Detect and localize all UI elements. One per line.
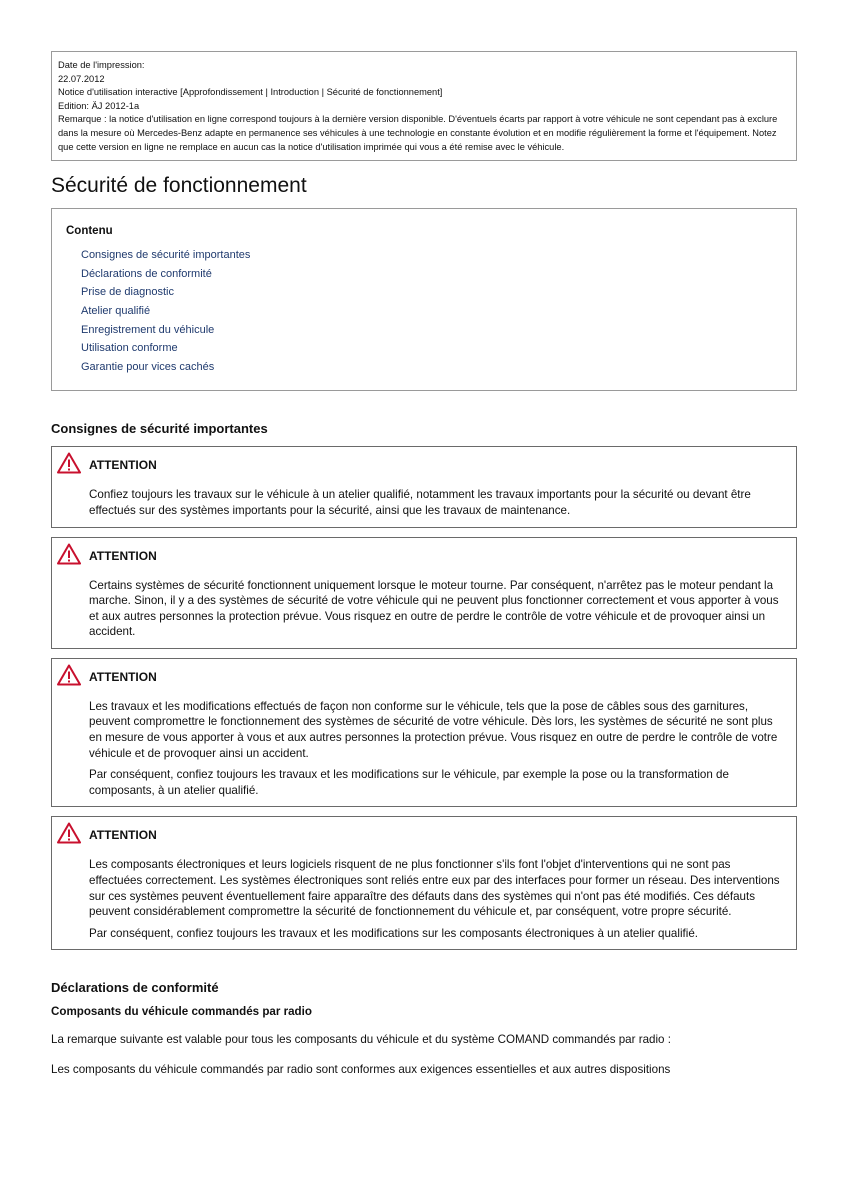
toc-item [81, 339, 782, 358]
toc-item [81, 302, 782, 321]
toc-item [81, 321, 782, 340]
warning-text: Les travaux et les modifications effectués de façon non conforme sur le véhicule, tels que la pose de câbles sous des garnitures, peuvent compromettre le fonctionnement des systèmes de sécurité de votre véhicule. Dès lors, les systèmes de sécurité ne sont plus en mesure de vous apporter à vous et aux autres personnes la protection prévue. Vous risquez en outre de perdre le contrôle de votre véhicule et de provoquer ainsi un accident. [89, 699, 778, 760]
print-date-label: Date de l'impression: [58, 60, 145, 70]
warning-text: Les composants électroniques et leurs logiciels risquent de ne plus fonctionner s'ils font l'objet d'interventions qui ne sont pas effectuées correctement. Les systèmes électroniques sont reliés entre eux par des interfaces pour former un réseau. Des interventions sur ces systèmes peuvent éventuellement faire apparaître des défauts dans des systèmes qui n'ont pas été modifiés. Ces défauts peuvent considérablement compromettre la sécurité de fonctionnement du véhicule et, par conséquent, votre propre sécurité. [89, 858, 780, 919]
body-paragraph: Les composants du véhicule commandés par radio sont conformes aux exigences essentielles et aux autres dispositions [51, 1063, 671, 1076]
warning-text: Par conséquent, confiez toujours les travaux et les modifications sur le véhicule, par exemple la pose ou la transformation de composants, à un atelier qualifié. [89, 768, 729, 797]
print-info-box [51, 51, 797, 161]
warning-label: ATTENTION [89, 458, 157, 473]
notice-path: Notice d'utilisation interactive [Approfondissement | Introduction | Sécurité de fonctionnement] [58, 87, 443, 98]
toc-item [81, 246, 782, 265]
section-heading-declarations: Déclarations de conformité [51, 980, 219, 996]
warning-label: ATTENTION [89, 669, 157, 684]
toc-link-utilisation[interactable]: Utilisation conforme [81, 342, 178, 355]
toc-link-diagnostic[interactable]: Prise de diagnostic [81, 286, 174, 299]
warning-box [51, 446, 797, 527]
edition: Edition: ÄJ 2012-1a [58, 100, 140, 111]
toc-item [81, 283, 782, 302]
warning-box [51, 658, 797, 808]
warning-triangle-icon [57, 452, 81, 474]
toc-list [66, 246, 782, 376]
print-date: 22.07.2012 [58, 73, 105, 84]
warning-box [51, 816, 797, 950]
warning-text: Confiez toujours les travaux sur le véhicule à un atelier qualifié, notamment les travaux importants pour la sécurité ou devant être effectués sur des systèmes importants pour la sécurité, ainsi que les travaux de maintenance. [89, 488, 751, 517]
remark: Remarque : la notice d'utilisation en ligne correspond toujours à la dernière version disponible. D'éventuels écarts par rapport à votre véhicule ne sont cependant pas à exclure dans la mesure où Mercedes-Benz adapte en permanence ses véhicules à une technologie en constante évolution et en modifie régulièrement la forme et l'équipement. Notez que cette version en ligne ne remplace en aucun cas la notice d'utilisation imprimée qui vous a été remise avec le véhicule. [58, 114, 778, 152]
toc-link-consignes[interactable]: Consignes de sécurité importantes [81, 249, 251, 262]
table-of-contents [51, 208, 797, 391]
warning-box [51, 537, 797, 649]
warning-text: Certains systèmes de sécurité fonctionnent uniquement lorsque le moteur tourne. Par conséquent, n'arrêtez pas le moteur pendant la marche. Sinon, il y a des systèmes de sécurité de votre véhicule qui ne peuvent plus fonctionner correctement et vous apporter à vous et aux autres personnes la protection prévue. Vous risquez en outre de perdre le contrôle de votre véhicule et de provoquer ainsi un accident. [89, 578, 779, 639]
toc-link-declarations[interactable]: Déclarations de conformité [81, 267, 212, 280]
body-paragraph: La remarque suivante est valable pour tous les composants du véhicule et du système COMAND commandés par radio : [51, 1033, 671, 1047]
warning-text: Par conséquent, confiez toujours les travaux et les modifications sur les composants électroniques à un atelier qualifié. [89, 926, 699, 940]
toc-item [81, 265, 782, 284]
toc-link-enregistrement[interactable]: Enregistrement du véhicule [81, 323, 215, 336]
warning-label: ATTENTION [89, 548, 157, 563]
section-heading-consignes: Consignes de sécurité importantes [51, 421, 268, 437]
toc-link-atelier[interactable]: Atelier qualifié [81, 304, 151, 317]
subsection-heading: Composants du véhicule commandés par radio [51, 1005, 312, 1019]
toc-item [81, 358, 782, 377]
warning-triangle-icon [57, 822, 81, 844]
warning-triangle-icon [57, 543, 81, 565]
page-title: Sécurité de fonctionnement [51, 174, 307, 198]
warning-triangle-icon [57, 664, 81, 686]
toc-heading: Contenu [66, 225, 113, 238]
warning-label: ATTENTION [89, 828, 157, 843]
page [51, 51, 797, 1092]
toc-link-garantie[interactable]: Garantie pour vices cachés [81, 360, 215, 373]
